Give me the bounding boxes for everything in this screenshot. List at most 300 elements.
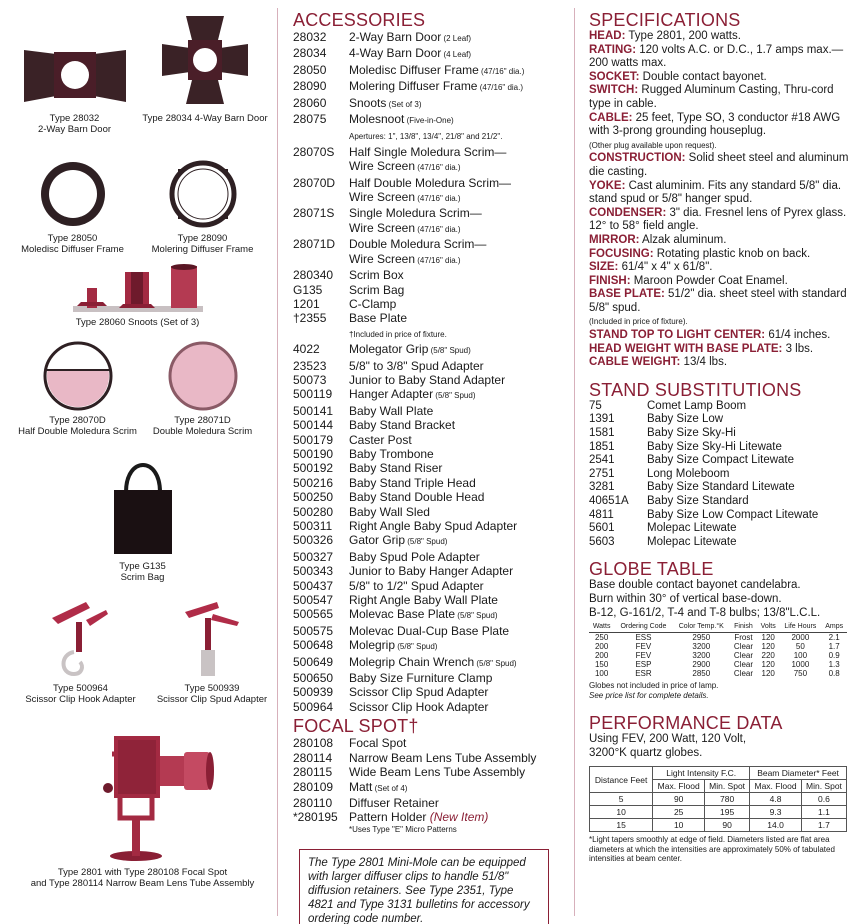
spec-value: Rotating plastic knob on back. [653, 247, 811, 260]
scrim-bag-caption: Type G135 Scrim Bag [119, 561, 166, 583]
mini-mole-caption: Type 2801 with Type 280108 Focal Spot and Type 280114 Narrow Beam Lens Tube Assembly [30, 867, 255, 889]
globe-header: Ordering Code [614, 622, 672, 633]
accessory-code: 28032 [293, 30, 327, 44]
accessory-note: (47/16" dia.) [415, 163, 461, 173]
stand-desc: Baby Size Sky-Hi Litewate [647, 440, 782, 453]
globe-cell: FEV [635, 642, 652, 652]
accessory-row [293, 311, 569, 325]
accessory-row [293, 128, 569, 144]
globe-cell: ESS [635, 633, 652, 643]
spec-item [589, 30, 851, 44]
product-scrim-bag [90, 446, 195, 583]
accessory-row [293, 638, 569, 654]
focal-spot-list [293, 736, 569, 824]
accessory-code: 500190 [293, 446, 334, 461]
snoots-caption: Type 28060 Snoots (Set of 3) [75, 317, 200, 328]
stand-desc: Molepac Litewate [647, 535, 737, 548]
accessory-note: (4 Leaf) [441, 50, 472, 60]
accessory-desc: Molevac Base Plate (5/8" Spud) [349, 607, 498, 622]
accessory-row [293, 373, 569, 387]
accessory-code: 500343 [293, 564, 334, 579]
stand-row [589, 441, 851, 455]
accessory-desc: Molegrip (5/8" Spud) [349, 638, 438, 653]
right-column [589, 0, 851, 864]
accessory-desc: Molegator Grip (5/8" Spud) [349, 342, 471, 357]
accessory-note: (5/8" Spud) [428, 346, 471, 356]
perf-cell: 90 [653, 793, 705, 806]
perf-cell: 0.6 [801, 793, 846, 806]
focal-spot-row [293, 780, 569, 796]
accessory-desc: Wire Screen (47/16" dia.) [349, 190, 461, 205]
accessory-desc: Junior to Baby Stand Adapter [349, 372, 506, 387]
product-4way-barn-door [140, 10, 270, 124]
accessory-desc: 5/8" to 3/8" Spud Adapter [349, 358, 484, 373]
accessory-desc: Scrim Bag [349, 282, 405, 297]
accessory-row [293, 519, 569, 533]
accessory-row [293, 79, 569, 95]
accessory-code: 500192 [293, 461, 334, 476]
accessory-desc: Junior to Baby Hanger Adapter [349, 564, 514, 579]
accessory-row [293, 359, 569, 373]
barn-door-4way-caption: Type 28034 4-Way Barn Door [142, 113, 268, 124]
half-double-scrim-caption: Type 28070D Half Double Moledura Scrim [18, 415, 137, 437]
spec-value: 25 feet, Type SO, 3 conductor #18 AWG with 3-prong grounding houseplug. [589, 111, 841, 138]
accessory-note: (2 Leaf) [441, 34, 472, 43]
spec-item [589, 152, 851, 179]
spec-label: CABLE WEIGHT: [589, 356, 681, 369]
globe-intro-2: Burn within 30° of vertical base-down. [589, 592, 782, 605]
globe-cell: 0.9 [828, 651, 840, 661]
accessory-desc: Hanger Adapter (5/8" Spud) [349, 387, 476, 402]
accessory-row [293, 159, 569, 175]
divider-left [277, 8, 278, 916]
spud-adapter-image [177, 600, 247, 680]
moledisc-frame-caption: Type 28050 Moledisc Diffuser Frame [21, 233, 124, 255]
accessory-code [293, 190, 349, 206]
focal-spot-row [293, 751, 569, 765]
accessory-code: 1201 [293, 296, 320, 311]
stand-row [589, 509, 851, 523]
accessory-row [293, 700, 569, 714]
accessory-row [293, 221, 569, 237]
globe-note-1: Globes not included in price of lamp. [589, 681, 719, 691]
barn-door-2way-caption: Type 28032 2-Way Barn Door [37, 113, 112, 135]
accessory-code: 500565 [293, 607, 334, 622]
globe-cell: 0.8 [828, 669, 840, 679]
accessory-code: 500280 [293, 504, 334, 519]
accessory-note: (Set of 3) [386, 99, 422, 109]
accessory-code: 500649 [293, 654, 334, 669]
perf-cell: 10 [590, 806, 653, 819]
spec-item [589, 84, 851, 111]
accessory-code: 28071S [293, 206, 335, 221]
accessory-desc: Baby Spud Pole Adapter [349, 549, 480, 564]
accessory-desc: Molering Diffuser Frame (47/16" dia.) [349, 79, 524, 94]
globe-header: Volts [757, 622, 779, 633]
focal-spot-row [293, 810, 569, 824]
performance-title: PERFORMANCE DATA [589, 713, 783, 734]
perf-header-intensity: Light Intensity F.C. [653, 767, 750, 780]
globe-cell: 1000 [791, 660, 810, 670]
spec-value: 61/4" x 4" x 61/8". [618, 261, 713, 274]
globe-cell: 2950 [692, 633, 711, 643]
accessory-code: 28050 [293, 62, 327, 77]
accessory-row [293, 433, 569, 447]
globe-cell: 120 [761, 660, 775, 670]
perf-row [590, 806, 847, 819]
accessory-row [293, 671, 569, 685]
accessory-note: (47/16" dia.) [415, 255, 461, 265]
specifications-title: SPECIFICATIONS [589, 10, 741, 30]
stand-row [589, 481, 851, 495]
globe-header: Life Hours [779, 622, 821, 633]
perf-cell: 195 [705, 806, 750, 819]
accessory-desc: Half Double Moledura Scrim— [349, 175, 512, 190]
spec-value: Double contact bayonet. [639, 70, 767, 83]
focal-spot-row [293, 765, 569, 779]
focal-spot-footnote-row [293, 825, 569, 835]
new-item-badge: (New Item) [429, 810, 489, 825]
product-2way-barn-door [12, 40, 137, 135]
accessory-desc: Baby Stand Riser [349, 461, 443, 476]
perf-cell: 10 [653, 819, 705, 832]
globe-row [589, 669, 847, 678]
accessory-code: 500216 [293, 475, 334, 490]
accessory-code: 500326 [293, 533, 334, 548]
stand-code: 4811 [589, 508, 614, 521]
perf-cell: 1.7 [801, 819, 846, 832]
accessory-desc: Baby Wall Sled [349, 504, 430, 519]
accessory-note: (47/16" dia.) [478, 66, 525, 76]
accessory-desc: Scissor Clip Hook Adapter [349, 699, 489, 714]
perf-header-distance: Distance Feet [590, 767, 653, 793]
accessory-row [293, 607, 569, 623]
globe-cell: Clear [733, 651, 754, 661]
accessory-row [293, 145, 569, 159]
focal-spot-desc: Narrow Beam Lens Tube Assembly [349, 750, 537, 765]
accessory-code: 500650 [293, 671, 334, 686]
performance-intro-2: 3200°K quartz globes. [589, 746, 703, 759]
globe-cell: 250 [594, 633, 609, 643]
accessory-code: 500311 [293, 519, 333, 533]
spec-value: 120 volts A.C. or D.C., 1.7 amps max.—200 watts max. [589, 43, 844, 70]
middle-column [287, 0, 569, 924]
stand-row [589, 454, 851, 468]
spec-item [589, 248, 851, 262]
accessory-desc: Wire Screen (47/16" dia.) [349, 251, 461, 266]
globe-table [589, 622, 847, 678]
globe-cell: 1.3 [828, 660, 840, 670]
globe-cell: 2.1 [828, 633, 840, 643]
focal-spot-desc: Pattern Holder (New Item) [349, 810, 489, 825]
accessory-code [293, 221, 349, 237]
spec-label: CONDENSER: [589, 206, 667, 219]
accessory-code: 280340 [293, 268, 334, 283]
spec-value: Rugged Aluminum Casting, Thru-cord type in cable. [589, 84, 834, 110]
stand-row [589, 400, 851, 414]
accessory-code [293, 159, 349, 175]
accessory-code: 28070D [293, 175, 336, 190]
accessory-code: 500547 [293, 593, 334, 608]
accessory-row [293, 490, 569, 504]
stand-desc: Long Moleboom [647, 467, 730, 480]
focal-spot-code: 280108 [293, 736, 334, 751]
product-mini-mole [10, 724, 275, 889]
globe-cell: FEV [635, 651, 652, 661]
molering-frame-caption: Type 28090 Molering Diffuser Frame [151, 233, 254, 255]
perf-row [590, 819, 847, 832]
accessory-row [293, 550, 569, 564]
accessory-note: (5/8" Spud) [455, 611, 498, 621]
globe-cell: ESP [635, 660, 652, 670]
spec-value: 13/4 lbs. [680, 356, 728, 369]
accessory-desc: 4-Way Barn Door (4 Leaf) [349, 46, 472, 61]
stand-code: 2751 [589, 467, 615, 480]
mini-mole-note: The Type 2801 Mini-Mole can be equipped with larger diffuser clips to handle 51/8" diffusion retainers. See Type 2351, Type 4821 and Type 3131 bulletins for accessory ordering code number. [299, 849, 549, 924]
product-moledisc-frame [10, 158, 135, 255]
stand-desc: Comet Lamp Boom [647, 399, 747, 412]
perf-cell: 90 [705, 819, 750, 832]
accessory-row [293, 283, 569, 297]
accessory-desc: Baby Trombone [349, 446, 434, 461]
accessory-code: 500141 [293, 403, 334, 418]
product-molering-frame [140, 158, 265, 255]
accessory-desc: Scrim Box [349, 268, 404, 283]
accessory-row [293, 387, 569, 403]
focal-spot-code: *280195 [293, 810, 338, 825]
accessory-desc: Wire Screen (47/16" dia.) [349, 220, 461, 235]
accessory-code: 500964 [293, 699, 334, 714]
globe-cell: Clear [733, 642, 754, 652]
specifications-list [589, 30, 851, 370]
spec-label: FINISH: [589, 274, 631, 287]
accessory-row [293, 252, 569, 268]
accessory-note: (47/16" dia.) [415, 194, 461, 204]
accessory-note: (5/8" Spud) [405, 537, 448, 547]
accessory-row [293, 297, 569, 311]
globe-cell: Clear [733, 660, 754, 670]
focal-spot-desc: Diffuser Retainer [349, 795, 439, 810]
stand-row [589, 468, 851, 482]
half-double-scrim-image [42, 340, 114, 412]
globe-cell: 50 [795, 642, 805, 652]
accessory-desc: Base Plate [349, 311, 408, 326]
barn-door-4way-image [160, 10, 250, 110]
stand-code: 1581 [589, 427, 615, 440]
accessory-code: 28070S [293, 144, 335, 159]
hook-adapter-image [46, 600, 116, 680]
spec-item [589, 275, 851, 289]
perf-subheader: Min. Spot [801, 780, 846, 793]
spec-item [589, 261, 851, 275]
globe-intro-1: Base double contact bayonet candelabra. [589, 579, 801, 592]
globe-cell: Clear [733, 669, 754, 679]
accessory-code: 4022 [293, 342, 320, 357]
spec-label: YOKE: [589, 179, 626, 192]
stand-desc: Baby Size Standard [647, 495, 749, 507]
performance-table [589, 766, 847, 832]
spec-value: 51/2" dia. sheet steel with standard 5/8" spud. [589, 288, 847, 314]
accessory-desc: Scissor Clip Spud Adapter [349, 685, 489, 700]
stand-desc: Baby Size Low [647, 413, 724, 426]
globe-cell: 200 [594, 651, 609, 661]
spec-label: BASE PLATE: [589, 288, 665, 301]
spec-label: SWITCH: [589, 84, 639, 97]
perf-subheader: Min. Spot [705, 780, 750, 793]
spec-value: Alzak aluminum. [639, 233, 727, 246]
perf-cell: 15 [590, 819, 653, 832]
mini-mole-image [68, 724, 218, 864]
accessory-row [293, 476, 569, 490]
globe-row [589, 660, 847, 669]
perf-cell: 5 [590, 793, 653, 806]
accessory-code: 500144 [293, 418, 334, 433]
spec-value: 3 lbs. [782, 342, 814, 355]
accessory-desc: Wire Screen (47/16" dia.) [349, 159, 461, 174]
accessory-desc: Molesnoot (Five-in-One) [349, 112, 454, 127]
globe-cell: 3200 [692, 642, 711, 652]
spec-item [589, 71, 851, 85]
stand-desc: Baby Size Low Compact Litewate [647, 508, 819, 521]
accessory-code: 500119 [293, 387, 333, 402]
accessory-code: G135 [293, 282, 323, 297]
perf-cell: 1.1 [801, 806, 846, 819]
accessory-code: 500250 [293, 490, 334, 505]
spec-value: 3" dia. Fresnel lens of Pyrex glass. 12° to 58° field angle. [589, 206, 847, 233]
stand-code: 2541 [589, 454, 615, 467]
accessory-code: 500179 [293, 432, 334, 447]
globe-cell: 100 [793, 651, 808, 661]
stand-desc: Baby Size Compact Litewate [647, 454, 795, 467]
product-spud-adapter [152, 600, 272, 705]
accessory-row [293, 63, 569, 79]
accessory-desc: Baby Stand Bracket [349, 418, 456, 433]
perf-subheader: Max. Flood [653, 780, 705, 793]
product-hook-adapter [18, 600, 143, 705]
globe-header: Watts [589, 622, 614, 633]
globe-cell: 2000 [791, 633, 810, 643]
accessory-note: (47/16" dia.) [415, 224, 461, 234]
scrim-bag-image [108, 446, 178, 558]
spec-label: CONSTRUCTION: [589, 152, 686, 165]
focal-spot-title: FOCAL SPOT† [293, 716, 419, 737]
accessory-desc: Molevac Dual-Cup Base Plate [349, 623, 510, 638]
focal-spot-row [293, 736, 569, 750]
accessory-row [293, 447, 569, 461]
globe-row [589, 633, 847, 643]
spec-item [589, 180, 851, 207]
performance-intro-1: Using FEV, 200 Watt, 120 Volt, [589, 733, 747, 746]
accessories-list [293, 30, 569, 714]
accessory-row [293, 326, 569, 342]
accessory-code: 28071D [293, 237, 336, 252]
perf-row [590, 793, 847, 806]
accessory-note: Apertures: 1", 13/8", 13/4", 21/8" and 21/2". [349, 132, 503, 142]
performance-footnote: *Light tapers smoothly at edge of field. Diameters listed are flat area diameters at which the intensities are approximately 50% of tabulated intensities at beam center. [589, 835, 835, 864]
accessory-row [293, 404, 569, 418]
snoots-image [73, 262, 203, 314]
focal-spot-row [293, 796, 569, 810]
stand-substitutions-title: STAND SUBSTITUTIONS [589, 379, 802, 400]
globe-header: Color Temp.°K [673, 622, 730, 633]
accessory-note: †Included in price of fixture. [349, 329, 447, 339]
accessory-desc: Baby Stand Double Head [349, 490, 485, 505]
accessory-desc: C-Clamp [349, 296, 397, 311]
spec-label: SOCKET: [589, 70, 640, 83]
moledisc-frame-image [37, 158, 109, 230]
globe-cell: 100 [594, 669, 609, 679]
stand-row [589, 427, 851, 441]
accessories-title: ACCESSORIES [293, 10, 426, 30]
stand-row [589, 536, 851, 550]
molering-frame-image [167, 158, 239, 230]
perf-cell: 9.3 [750, 806, 802, 819]
spec-item [589, 112, 851, 153]
perf-cell: 4.8 [750, 793, 802, 806]
accessory-row [293, 237, 569, 251]
spec-value: 61/4 inches. [765, 329, 831, 342]
spec-label: HEAD WEIGHT WITH BASE PLATE: [589, 342, 783, 355]
accessory-desc: Right Angle Baby Spud Adapter [349, 519, 518, 533]
accessory-row [293, 593, 569, 607]
product-half-double-scrim [10, 340, 145, 437]
accessory-row [293, 206, 569, 220]
globe-cell: 150 [594, 660, 609, 670]
spec-label: MIRROR: [589, 233, 640, 246]
hook-adapter-caption: Type 500964 Scissor Clip Hook Adapter [25, 683, 136, 705]
perf-subheader: Max. Flood [750, 780, 802, 793]
spec-item [589, 329, 851, 343]
stand-row [589, 522, 851, 536]
spec-value: Solid sheet steel and aluminum die casting. [589, 152, 849, 178]
accessory-desc [349, 326, 569, 342]
globe-row [589, 642, 847, 651]
accessory-code [293, 326, 349, 342]
accessory-desc: Molegrip Chain Wrench (5/8" Spud) [349, 654, 517, 669]
perf-cell: 25 [653, 806, 705, 819]
accessory-row [293, 418, 569, 432]
stand-row [589, 495, 851, 509]
stand-desc: Baby Size Standard Litewate [647, 481, 795, 494]
accessory-row [293, 30, 569, 46]
accessory-note: (Five-in-One) [404, 116, 454, 126]
accessory-code: 28034 [293, 46, 327, 61]
globe-cell: Frost [734, 633, 753, 643]
focal-spot-code: 280110 [293, 795, 333, 810]
accessory-code: 500437 [293, 578, 334, 593]
stand-code: 5603 [589, 535, 615, 548]
accessory-row [293, 190, 569, 206]
accessory-note: (47/16" dia.) [477, 83, 524, 93]
focal-spot-code: 280109 [293, 779, 334, 794]
product-snoots [55, 262, 220, 328]
globe-table-title: GLOBE TABLE [589, 559, 714, 580]
accessory-row [293, 176, 569, 190]
spec-value: Type 2801, 200 watts. [625, 30, 741, 42]
globe-cell: 220 [761, 651, 775, 661]
globe-row [589, 651, 847, 660]
globe-cell: 120 [761, 642, 775, 652]
accessory-row [293, 655, 569, 671]
stand-code: 1391 [589, 413, 615, 426]
focal-spot-desc: Focal Spot [349, 736, 407, 751]
spec-label: SIZE: [589, 261, 619, 274]
globe-intro-3: B-12, G-161/2, T-4 and T-8 bulbs; 13/8"L.C.L. [589, 606, 821, 619]
stand-desc: Baby Size Sky-Hi [647, 427, 736, 440]
spec-item [589, 44, 851, 71]
perf-cell: 780 [705, 793, 750, 806]
globe-cell: 2900 [692, 660, 711, 670]
